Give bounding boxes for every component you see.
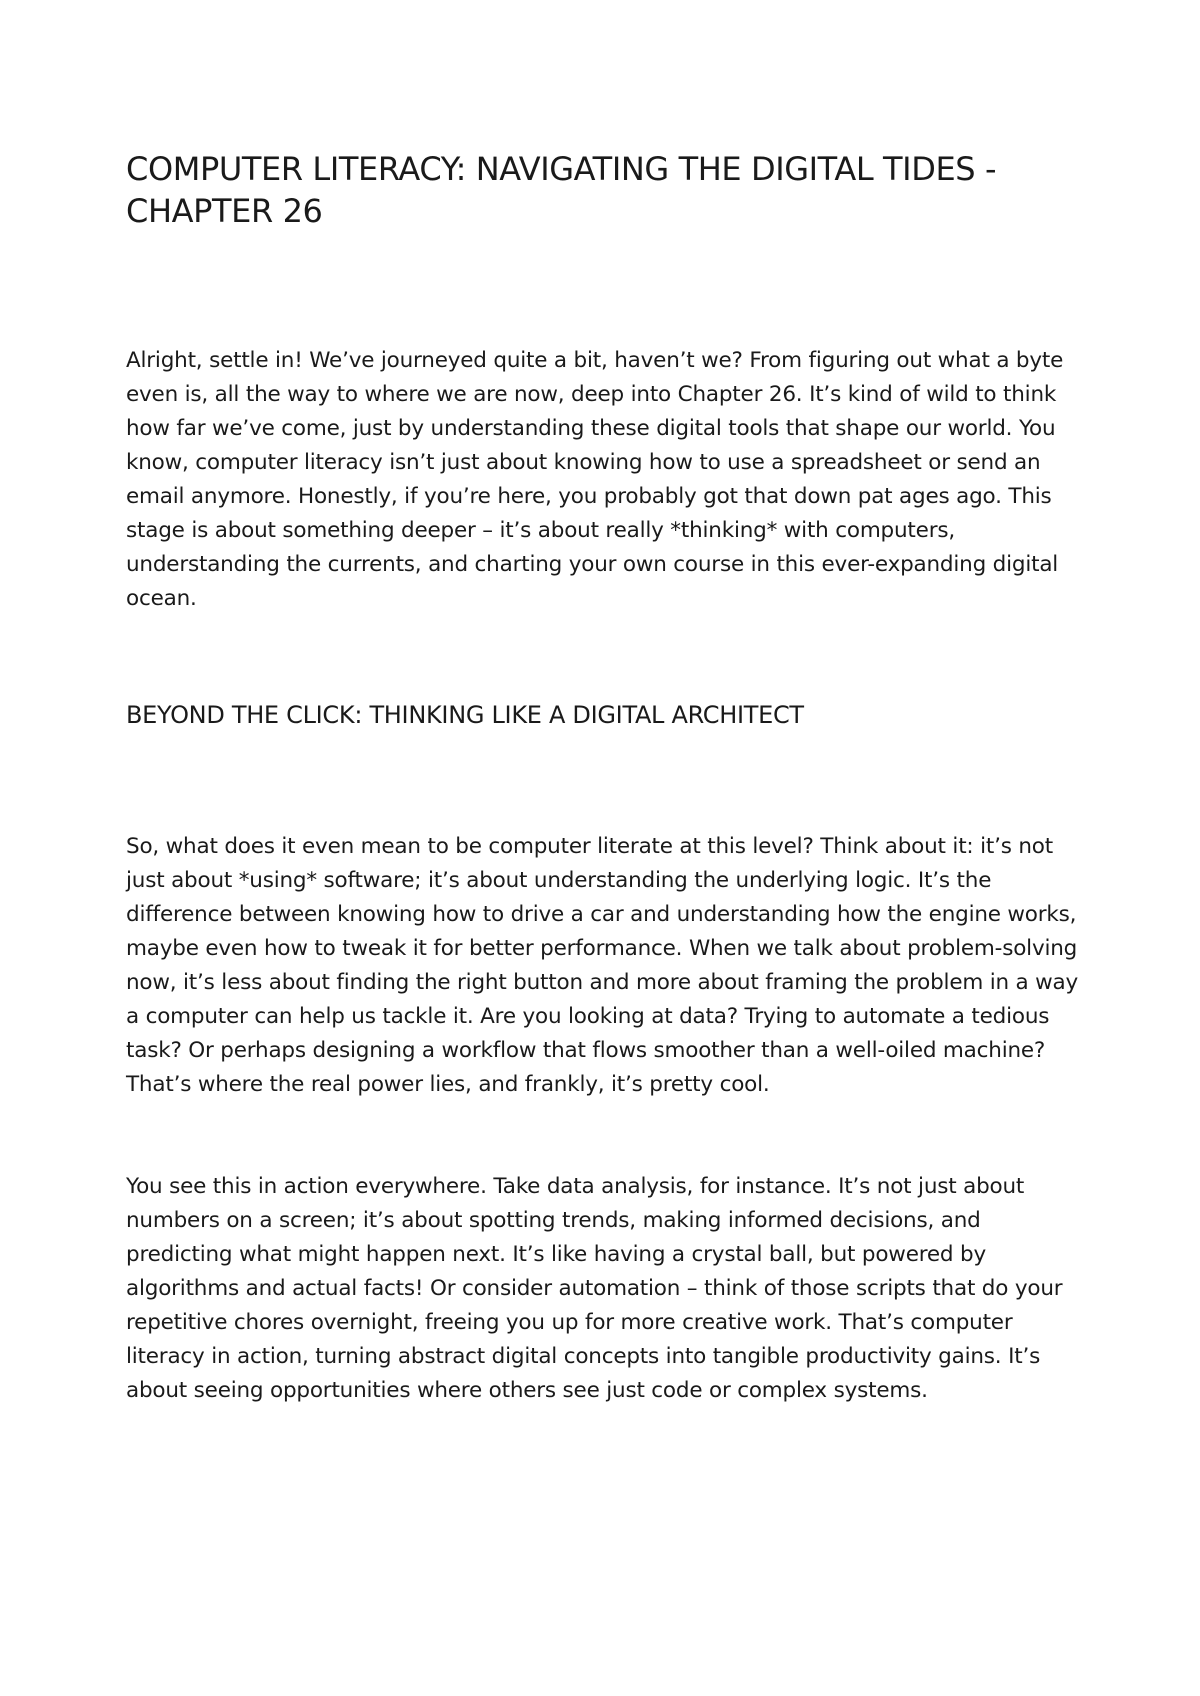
document-title: COMPUTER LITERACY: NAVIGATING THE DIGITAL TIDES - CHAPTER 26 [126,150,997,230]
section-heading: BEYOND THE CLICK: THINKING LIKE A DIGITAL ARCHITECT [126,701,804,729]
section-paragraph-2: You see this in action everywhere. Take data analysis, for instance. It’s not just about numbers on a screen; it’s about spotting trends, making informed decisions, and predicting what might happen next. It’s like having a crystal ball, but powered by algorithms and actual facts! Or consider automation – think of those scripts that do your repetitive chores overnight, freeing you up for more creative work. That’s computer literacy in action, turning abstract digital concepts into tangible productivity gains. It’s about seeing opportunities where others see just code or complex systems. [126,1174,1063,1403]
document-content [126,148,1086,1408]
intro-paragraph: Alright, settle in! We’ve journeyed quite a bit, haven’t we? From figuring out what a byte even is, all the way to where we are now, deep into Chapter 26. It’s kind of wild to think how far we’ve come, just by understanding these digital tools that shape our world. You know, computer literacy isn’t just about knowing how to use a spreadsheet or send an email anymore. Honestly, if you’re here, you probably got that down pat ages ago. This stage is about something deeper – it’s about really *thinking* with computers, understanding the currents, and charting your own course in this ever-expanding digital ocean. [126,348,1064,611]
section-paragraph-1: So, what does it even mean to be computer literate at this level? Think about it: it’s not just about *using* software; it’s about understanding the underlying logic. It’s the difference between knowing how to drive a car and understanding how the engine works, maybe even how to tweak it for better performance. When we talk about problem-solving now, it’s less about finding the right button and more about framing the problem in a way a computer can help us tackle it. Are you looking at data? Trying to automate a tedious task? Or perhaps designing a workflow that flows smoother than a well-oiled machine? That’s where the real power lies, and frankly, it’s pretty cool. [126,834,1079,1097]
